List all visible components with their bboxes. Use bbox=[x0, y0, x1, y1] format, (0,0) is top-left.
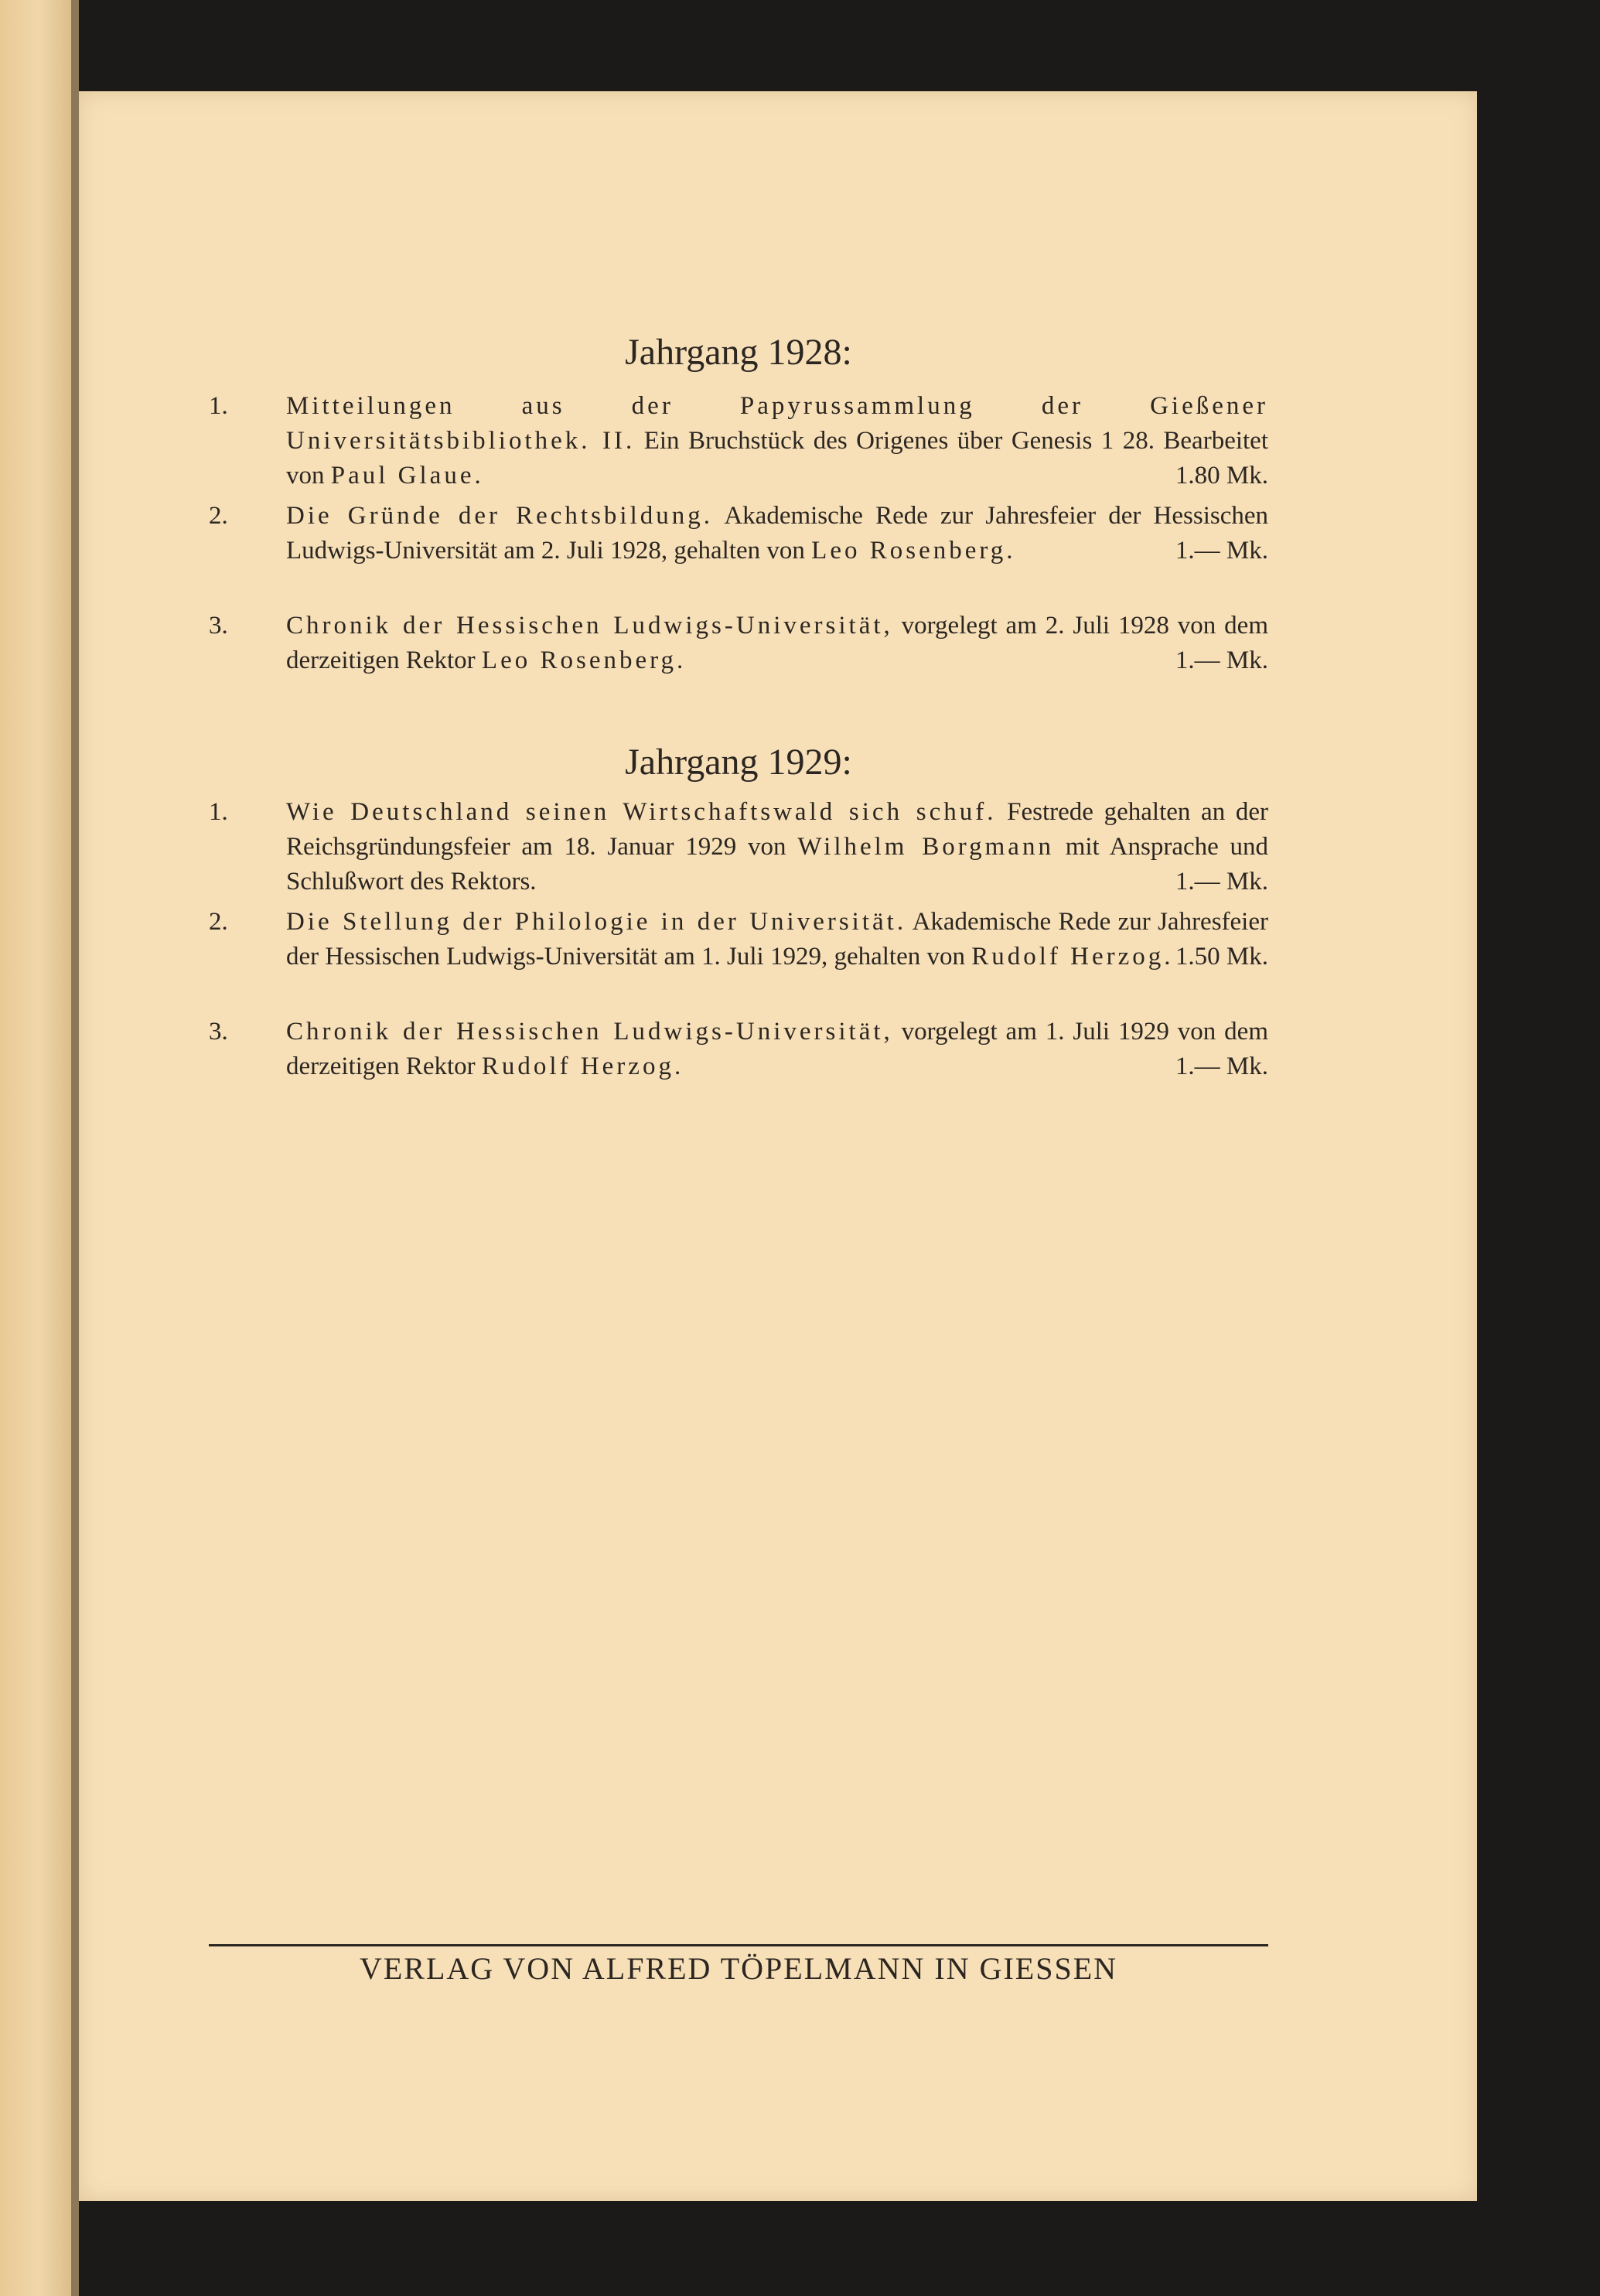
entry-author: Leo Rosenberg. bbox=[811, 537, 1016, 565]
entry-author: Rudolf Herzog. bbox=[971, 943, 1174, 971]
entry-text: Festrede gehalten an der Reichsgründungsfeier am 18. Januar 1929 von bbox=[286, 798, 1269, 861]
entry-text: Ein Bruchstück des Origenes über Genesis 1 28. Bearbeitet von bbox=[286, 427, 1268, 490]
entry-1929-3 bbox=[209, 1015, 1268, 1084]
entry-1928-1 bbox=[209, 389, 1268, 493]
entry-title: Mitteilungen aus der Papyrussammlung der Gießener Universitätsbibliothek. II. bbox=[286, 392, 1268, 455]
entry-title: Die Stellung der Philologie in der Universität. bbox=[286, 908, 907, 936]
book-spine bbox=[71, 0, 79, 2296]
entry-text: vorgelegt am 2. Juli 1928 von dem derzeitigen Rektor bbox=[286, 612, 1268, 674]
entry-title: Chronik der Hessischen Ludwigs-Universität, bbox=[286, 612, 893, 640]
entry-text: Akademische Rede zur Jahresfeier der Hessischen Ludwigs-Universität am 2. Juli 1928, gehalten von bbox=[286, 502, 1269, 565]
entry-price: 1.80 Mk. bbox=[1175, 462, 1268, 490]
entry-number: 2. bbox=[209, 502, 228, 530]
entry-author: Rudolf Herzog. bbox=[481, 1052, 684, 1080]
entry-text-2: mit Ansprache und Schlußwort des Rektors. bbox=[286, 833, 1269, 896]
entry-author: Wilhelm Borgmann bbox=[797, 833, 1054, 861]
entry-1928-3 bbox=[209, 609, 1268, 678]
entry-price: 1.50 Mk. bbox=[1175, 943, 1268, 971]
entry-text: Akademische Rede zur Jahresfeier der Hessischen Ludwigs-Universität am 1. Juli 1929, gehalten von bbox=[286, 908, 1268, 971]
section-heading-1928: Jahrgang 1928: bbox=[625, 332, 852, 373]
entry-number: 3. bbox=[209, 1018, 228, 1046]
entry-text: vorgelegt am 1. Juli 1929 von dem derzeitigen Rektor bbox=[286, 1018, 1268, 1080]
entry-title: Wie Deutschland seinen Wirtschaftswald sich schuf. bbox=[286, 798, 997, 826]
entry-number: 1. bbox=[209, 798, 228, 826]
section-heading-1929: Jahrgang 1929: bbox=[625, 742, 852, 783]
entry-price: 1.— Mk. bbox=[1175, 537, 1268, 565]
footer-rule bbox=[209, 1944, 1268, 1946]
entry-title: Die Gründe der Rechtsbildung. bbox=[286, 502, 714, 530]
entry-author: Paul Glaue. bbox=[330, 462, 484, 490]
entry-number: 1. bbox=[209, 392, 228, 420]
publisher-footer: VERLAG VON ALFRED TÖPELMANN IN GIESSEN bbox=[359, 1951, 1118, 1986]
entry-1928-2 bbox=[209, 499, 1268, 568]
entry-price: 1.— Mk. bbox=[1175, 868, 1268, 896]
entry-number: 2. bbox=[209, 908, 228, 936]
entry-1929-2 bbox=[209, 905, 1268, 974]
entry-price: 1.— Mk. bbox=[1175, 1052, 1268, 1080]
entry-author: Leo Rosenberg. bbox=[481, 646, 687, 674]
entry-number: 3. bbox=[209, 612, 228, 640]
entry-1929-1 bbox=[209, 795, 1268, 899]
entry-price: 1.— Mk. bbox=[1175, 646, 1268, 674]
entry-title: Chronik der Hessischen Ludwigs-Universität, bbox=[286, 1018, 893, 1046]
facing-page-edge bbox=[0, 0, 71, 2296]
page bbox=[79, 91, 1477, 2201]
